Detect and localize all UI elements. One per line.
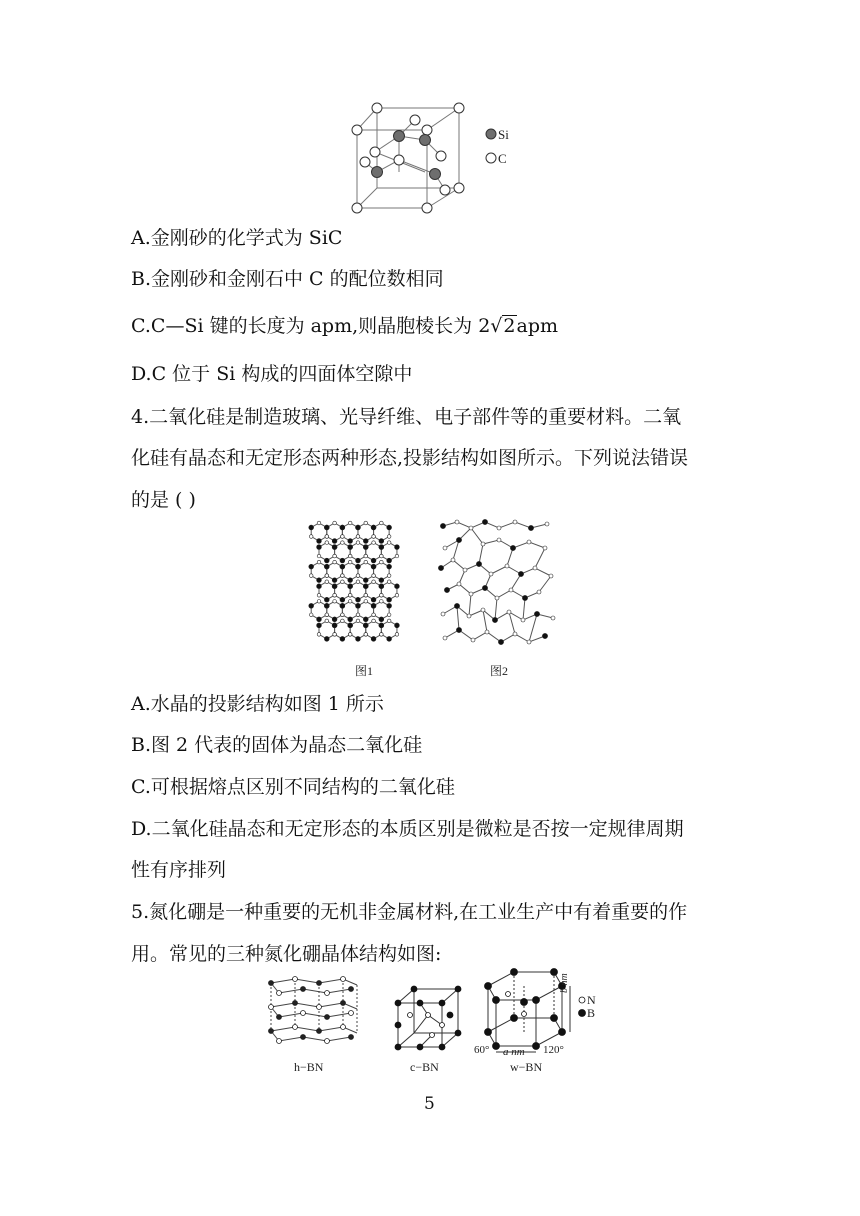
- sio2-atom: [325, 574, 329, 578]
- sio2-atom: [309, 574, 313, 578]
- sio2-atom: [348, 593, 352, 597]
- sio2-atom: [371, 603, 376, 608]
- sio2-atom: [348, 584, 353, 589]
- sio2-atom: [371, 558, 376, 563]
- sio2-atom: [469, 526, 473, 530]
- sio2-atom: [510, 545, 515, 550]
- sio2-atom: [489, 572, 493, 576]
- sio2-atom: [324, 597, 329, 602]
- sio2-atom: [341, 535, 345, 539]
- sio2-atom: [341, 574, 345, 578]
- sio2-atom: [356, 597, 361, 602]
- q4-stem-line-2: 化硅有晶态和无定形态两种形态,投影结构如图所示。下列说法错误: [131, 447, 689, 469]
- sio2-atom: [340, 525, 345, 530]
- sio2-atom: [340, 603, 345, 608]
- sio2-atom: [356, 535, 360, 539]
- sio2-atom: [363, 578, 368, 583]
- sio2-atom: [348, 521, 352, 525]
- sio2-atom: [380, 593, 384, 597]
- sio2-atom: [324, 558, 329, 563]
- sio2-atom: [497, 538, 501, 542]
- sio2-atom: [340, 597, 345, 602]
- sio2-atom: [364, 521, 368, 525]
- sio2-atom: [456, 537, 461, 542]
- w-bn-caption: w−BN: [510, 1060, 543, 1074]
- sio2-atom: [309, 564, 314, 569]
- sio2-atom: [387, 613, 391, 617]
- sio2-atom: [364, 593, 368, 597]
- sio2-atom: [364, 633, 368, 637]
- sio2-atom: [443, 546, 447, 550]
- sio2-atom: [363, 545, 368, 550]
- sio2-atom: [380, 521, 384, 525]
- fig2-caption: 图2: [490, 664, 509, 678]
- sio2-atom: [364, 560, 368, 564]
- sio2-atom: [497, 526, 501, 530]
- sio2-atom: [379, 578, 384, 583]
- sio2-atom: [372, 613, 376, 617]
- sio2-atom: [537, 590, 541, 594]
- sio2-atom: [332, 545, 337, 550]
- sio2-atom: [356, 613, 360, 617]
- sio2-atom: [333, 633, 337, 637]
- sio2-atom: [333, 554, 337, 558]
- sio2-atom: [372, 541, 376, 545]
- sio2-atom: [522, 595, 527, 600]
- sio2-atom: [379, 584, 384, 589]
- q4-stem-line-1: 4.二氧化硅是制造玻璃、光导纤维、电子部件等的重要材料。二氧: [131, 406, 682, 428]
- q4-option-d-line-1: D.二氧化硅晶态和无定形态的本质区别是微粒是否按一定规律周期: [131, 818, 684, 840]
- sio2-atom: [317, 521, 321, 525]
- sio2-atom: [463, 568, 467, 572]
- sio2-atom: [533, 566, 537, 570]
- sio2-atom: [356, 636, 361, 641]
- sio2-atom: [317, 633, 321, 637]
- sio2-atom: [356, 619, 360, 623]
- sio2-atom: [379, 545, 384, 550]
- q4-option-c: C.可根据熔点区别不同结构的二氧化硅: [131, 776, 455, 798]
- sio2-atom: [387, 535, 391, 539]
- sio2-atom: [395, 593, 399, 597]
- w-bn-a-dimension: a nm: [503, 1046, 525, 1058]
- sio2-atom: [534, 611, 539, 616]
- sio2-atom: [387, 525, 392, 530]
- sio2-atom: [372, 580, 376, 584]
- sio2-atom: [341, 613, 345, 617]
- sio2-atom: [451, 558, 455, 562]
- sio2-atom: [363, 539, 368, 544]
- sio2-atom: [549, 574, 553, 578]
- sio2-atom: [498, 639, 503, 644]
- q3-option-a: A.金刚砂的化学式为 SiC: [131, 227, 343, 249]
- sio2-atom: [387, 603, 392, 608]
- sio2-atom: [505, 564, 509, 568]
- sio2-atom: [324, 564, 329, 569]
- sio2-atom: [309, 613, 313, 617]
- sio2-atom: [348, 539, 353, 544]
- q3-option-b: B.金刚砂和金刚石中 C 的配位数相同: [131, 268, 444, 290]
- sio2-atom: [387, 541, 391, 545]
- sio2-atom: [356, 564, 361, 569]
- q4-option-a: A.水晶的投影结构如图 1 所示: [131, 693, 384, 715]
- sio2-atom: [545, 522, 549, 526]
- sqrt-symbol: √2: [490, 315, 516, 337]
- sio2-atom: [481, 608, 485, 612]
- sio2-atom: [332, 617, 337, 622]
- sio2-atom: [341, 580, 345, 584]
- sio2-atom: [528, 525, 533, 530]
- w-bn-c-dimension: b nm: [559, 973, 570, 993]
- sio2-atom: [513, 632, 517, 636]
- sio2-atom: [363, 623, 368, 628]
- sio2-atom: [469, 592, 473, 596]
- sio2-atom: [476, 561, 481, 566]
- sio2-atom: [527, 640, 531, 644]
- sio2-atom: [387, 574, 391, 578]
- sio2-atom: [379, 623, 384, 628]
- sio2-crystal-projection: [305, 518, 425, 658]
- h-bn-structure: [265, 975, 365, 1050]
- q3-option-c: [131, 314, 558, 338]
- sio2-atom: [495, 596, 499, 600]
- sio2-atom: [371, 525, 376, 530]
- sio2-atom: [348, 545, 353, 550]
- sio2-atom: [317, 578, 322, 583]
- sio2-atom: [482, 519, 487, 524]
- sio2-atom: [325, 580, 329, 584]
- sio2-atom: [371, 636, 376, 641]
- sio2-atom: [509, 588, 513, 592]
- sio2-atom: [317, 560, 321, 564]
- sio2-atom: [395, 623, 400, 628]
- sio2-atom: [387, 558, 392, 563]
- sio2-atom: [332, 539, 337, 544]
- sio2-atom: [481, 542, 485, 546]
- sio2-atom: [395, 633, 399, 637]
- sio2-atom: [441, 612, 445, 616]
- sio2-atom: [340, 636, 345, 641]
- sio2-atom: [325, 541, 329, 545]
- sio2-atom: [325, 535, 329, 539]
- sio2-atom: [309, 535, 313, 539]
- sio2-atom: [380, 560, 384, 564]
- sio2-atom: [317, 600, 321, 604]
- sio2-atom: [395, 554, 399, 558]
- sio2-atom: [341, 541, 345, 545]
- w-bn-angle-left: 60°: [474, 1044, 490, 1056]
- sio2-atom: [440, 523, 445, 528]
- c-bn-structure: [392, 985, 464, 1055]
- sio2-atom: [356, 525, 361, 530]
- sio2-atom: [457, 582, 461, 586]
- q4-option-b: B.图 2 代表的固体为晶态二氧化硅: [131, 734, 423, 756]
- c-bn-caption: c−BN: [410, 1060, 439, 1074]
- sio2-atom: [551, 616, 555, 620]
- sio2-atom: [348, 633, 352, 637]
- sio2-atom: [317, 593, 321, 597]
- sio2-atom: [340, 564, 345, 569]
- sio2-atom: [387, 580, 391, 584]
- sio2-atom: [341, 619, 345, 623]
- sio2-atom: [356, 574, 360, 578]
- sio2-atom: [521, 618, 525, 622]
- sio2-atom: [317, 617, 322, 622]
- sio2-atom: [395, 545, 400, 550]
- sio2-atom: [364, 600, 368, 604]
- h-bn-caption: h−BN: [294, 1060, 324, 1074]
- sio2-atom: [387, 619, 391, 623]
- sio2-atom: [364, 554, 368, 558]
- sio2-atom: [356, 541, 360, 545]
- sio2-atom: [482, 585, 487, 590]
- sio2-atom: [317, 554, 321, 558]
- legend-si-label: Si: [498, 127, 509, 142]
- sio2-atom: [324, 603, 329, 608]
- sio2-atom: [325, 619, 329, 623]
- sio2-atom: [542, 633, 547, 638]
- sio2-atom: [317, 545, 322, 550]
- sio2-atom: [324, 525, 329, 530]
- sio2-atom: [507, 610, 511, 614]
- sio2-atom: [527, 540, 531, 544]
- sio2-atom: [317, 539, 322, 544]
- sio2-atom: [492, 617, 497, 622]
- sio2-atom: [348, 560, 352, 564]
- sio2-atom: [332, 623, 337, 628]
- sio2-atom: [333, 560, 337, 564]
- page-number: 5: [424, 1094, 435, 1114]
- sio2-atom: [333, 593, 337, 597]
- sio2-atom: [348, 578, 353, 583]
- sio2-atom: [395, 584, 400, 589]
- w-bn-n-legend: N: [587, 993, 596, 1007]
- sio2-atom: [518, 571, 523, 576]
- sio2-atom: [332, 584, 337, 589]
- sio2-atom: [380, 554, 384, 558]
- sio2-atom: [380, 600, 384, 604]
- sio2-atom: [467, 614, 471, 618]
- sio2-atom: [356, 580, 360, 584]
- sio2-atom: [379, 617, 384, 622]
- q3-option-c-prefix: C.C—Si 键的长度为 apm,则晶胞棱长为 2: [131, 315, 491, 337]
- sio2-atom: [333, 600, 337, 604]
- sio2-atom: [543, 546, 547, 550]
- q4-option-d-line-2: 性有序排列: [131, 859, 227, 881]
- sio2-atom: [454, 603, 459, 608]
- sio2-atom: [387, 564, 392, 569]
- q5-stem-line-2: 用。常见的三种氮化硼晶体结构如图:: [131, 943, 442, 965]
- sio2-atom: [348, 623, 353, 628]
- sio2-atom: [317, 584, 322, 589]
- sio2-atom: [513, 520, 517, 524]
- sio2-atom: [455, 520, 459, 524]
- sio2-atom: [332, 578, 337, 583]
- q3-option-c-suffix: apm: [516, 315, 559, 337]
- sio2-atom: [380, 633, 384, 637]
- sio2-atom: [387, 597, 392, 602]
- sio2-atom: [324, 636, 329, 641]
- sio2-atom: [325, 613, 329, 617]
- q3-option-d: D.C 位于 Si 构成的四面体空隙中: [131, 363, 413, 385]
- sio2-atom: [371, 597, 376, 602]
- sio2-atom: [471, 638, 475, 642]
- sio2-atom: [363, 584, 368, 589]
- q4-stem-line-3: 的是 ( ): [131, 489, 196, 511]
- sio2-atom: [444, 587, 449, 592]
- q5-stem-line-1: 5.氮化硼是一种重要的无机非金属材料,在工业生产中有着重要的作: [131, 901, 688, 923]
- sio2-atom: [348, 600, 352, 604]
- sio2-atom: [387, 636, 392, 641]
- legend-c-label: C: [498, 151, 507, 166]
- sio2-atom: [333, 521, 337, 525]
- sio2-atom: [356, 558, 361, 563]
- sio2-atom: [371, 564, 376, 569]
- sio2-atom: [348, 617, 353, 622]
- w-bn-b-legend: B: [587, 1006, 596, 1020]
- sio2-atom: [356, 603, 361, 608]
- sio2-atom: [340, 558, 345, 563]
- sio2-atom: [443, 636, 447, 640]
- sio2-atom: [372, 574, 376, 578]
- sio2-atom: [485, 630, 489, 634]
- sio2-atom: [456, 627, 461, 632]
- fig1-caption: 图1: [355, 664, 374, 678]
- sio2-atom: [309, 603, 314, 608]
- sio2-atom: [438, 565, 443, 570]
- sio2-atom: [317, 623, 322, 628]
- sio2-atom: [348, 554, 352, 558]
- sio2-atom: [372, 619, 376, 623]
- sio2-atom: [372, 535, 376, 539]
- sio2-amorphous-projection: [435, 518, 560, 658]
- sio2-atom: [309, 525, 314, 530]
- w-bn-angle-right: 120°: [543, 1044, 564, 1056]
- sio2-atom: [379, 539, 384, 544]
- sio2-atom: [363, 617, 368, 622]
